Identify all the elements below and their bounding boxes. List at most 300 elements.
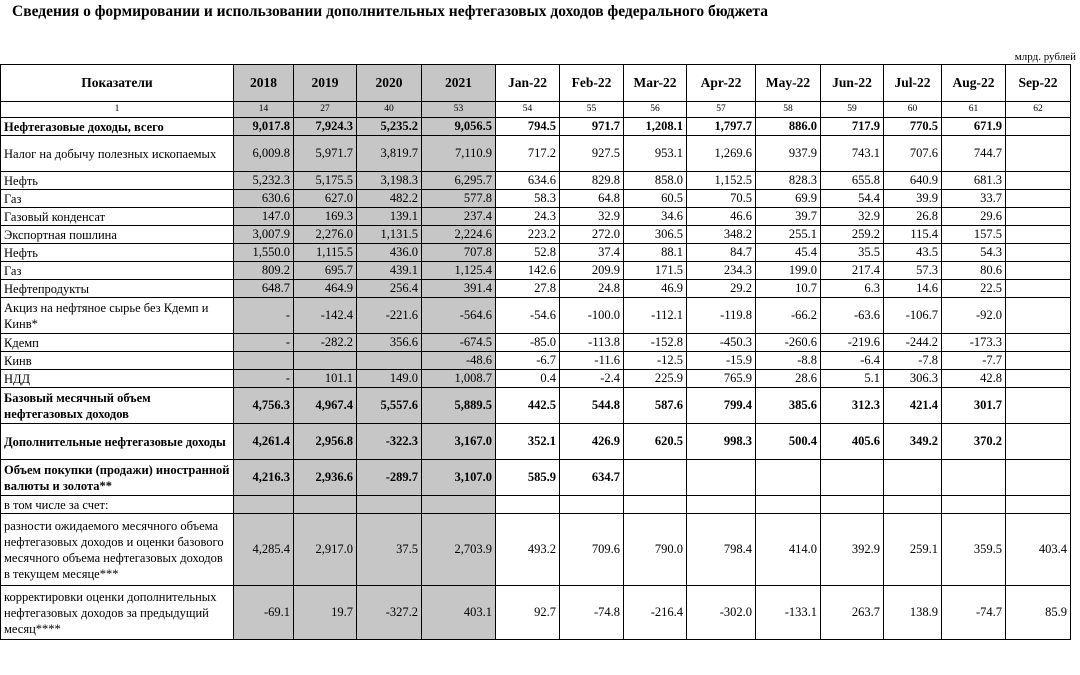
value-cell: 171.5 bbox=[624, 262, 687, 280]
row-label: Газ bbox=[1, 190, 234, 208]
column-header: Apr-22 bbox=[687, 65, 756, 102]
value-cell: 3,007.9 bbox=[234, 226, 294, 244]
value-cell bbox=[1006, 334, 1071, 352]
column-number: 54 bbox=[496, 102, 560, 118]
table-row bbox=[1, 190, 1071, 208]
value-cell: 349.2 bbox=[884, 424, 942, 460]
value-cell: 971.7 bbox=[560, 118, 624, 136]
value-cell bbox=[756, 496, 821, 514]
value-cell: 998.3 bbox=[687, 424, 756, 460]
value-cell: 681.3 bbox=[942, 172, 1006, 190]
value-cell: -6.7 bbox=[496, 352, 560, 370]
value-cell: -282.2 bbox=[294, 334, 357, 352]
value-cell: 439.1 bbox=[357, 262, 422, 280]
column-number: 56 bbox=[624, 102, 687, 118]
row-label: корректировки оценки дополнительных нефтегазовых доходов за предыдущий месяц**** bbox=[1, 586, 234, 640]
value-cell: 765.9 bbox=[687, 370, 756, 388]
value-cell: 352.1 bbox=[496, 424, 560, 460]
value-cell: -2.4 bbox=[560, 370, 624, 388]
value-cell: 27.8 bbox=[496, 280, 560, 298]
units-label: млрд. рублей bbox=[1014, 51, 1076, 63]
value-cell: 57.3 bbox=[884, 262, 942, 280]
row-label: Налог на добычу полезных ископаемых bbox=[1, 136, 234, 172]
value-cell bbox=[422, 496, 496, 514]
value-cell: 1,550.0 bbox=[234, 244, 294, 262]
value-cell: 3,198.3 bbox=[357, 172, 422, 190]
value-cell: 263.7 bbox=[821, 586, 884, 640]
value-cell: 2,276.0 bbox=[294, 226, 357, 244]
column-header: Mar-22 bbox=[624, 65, 687, 102]
value-cell: -15.9 bbox=[687, 352, 756, 370]
value-cell: 5,557.6 bbox=[357, 388, 422, 424]
value-cell: 142.6 bbox=[496, 262, 560, 280]
value-cell bbox=[884, 460, 942, 496]
value-cell: 1,115.5 bbox=[294, 244, 357, 262]
value-cell bbox=[560, 496, 624, 514]
column-number: 1 bbox=[1, 102, 234, 118]
value-cell: 58.3 bbox=[496, 190, 560, 208]
value-cell: 7,924.3 bbox=[294, 118, 357, 136]
value-cell: 5,889.5 bbox=[422, 388, 496, 424]
row-label: Нефтепродукты bbox=[1, 280, 234, 298]
value-cell: 1,797.7 bbox=[687, 118, 756, 136]
table-row bbox=[1, 334, 1071, 352]
value-cell: 442.5 bbox=[496, 388, 560, 424]
value-cell: 403.4 bbox=[1006, 514, 1071, 586]
value-cell: -113.8 bbox=[560, 334, 624, 352]
column-number: 27 bbox=[294, 102, 357, 118]
value-cell: - bbox=[234, 334, 294, 352]
value-cell: 9,056.5 bbox=[422, 118, 496, 136]
value-cell bbox=[1006, 460, 1071, 496]
value-cell: 32.9 bbox=[821, 208, 884, 226]
column-header: 2021 bbox=[422, 65, 496, 102]
value-cell bbox=[234, 496, 294, 514]
value-cell: 85.9 bbox=[1006, 586, 1071, 640]
value-cell bbox=[1006, 136, 1071, 172]
column-number: 40 bbox=[357, 102, 422, 118]
value-cell: 45.4 bbox=[756, 244, 821, 262]
column-header: Feb-22 bbox=[560, 65, 624, 102]
value-cell: 225.9 bbox=[624, 370, 687, 388]
value-cell bbox=[1006, 208, 1071, 226]
value-cell: -564.6 bbox=[422, 298, 496, 334]
column-number: 60 bbox=[884, 102, 942, 118]
value-cell: 138.9 bbox=[884, 586, 942, 640]
value-cell: 421.4 bbox=[884, 388, 942, 424]
value-cell bbox=[357, 352, 422, 370]
value-cell bbox=[357, 496, 422, 514]
value-cell: 301.7 bbox=[942, 388, 1006, 424]
value-cell: 403.1 bbox=[422, 586, 496, 640]
value-cell bbox=[1006, 118, 1071, 136]
value-cell: 798.4 bbox=[687, 514, 756, 586]
table-row bbox=[1, 136, 1071, 172]
table-row bbox=[1, 514, 1071, 586]
row-label: Нефтегазовые доходы, всего bbox=[1, 118, 234, 136]
value-cell bbox=[1006, 370, 1071, 388]
value-cell: 10.7 bbox=[756, 280, 821, 298]
value-cell: 39.7 bbox=[756, 208, 821, 226]
column-number: 53 bbox=[422, 102, 496, 118]
value-cell: 359.5 bbox=[942, 514, 1006, 586]
table-row bbox=[1, 244, 1071, 262]
value-cell: 29.2 bbox=[687, 280, 756, 298]
table-row bbox=[1, 370, 1071, 388]
value-cell: 157.5 bbox=[942, 226, 1006, 244]
value-cell: 14.6 bbox=[884, 280, 942, 298]
column-header: May-22 bbox=[756, 65, 821, 102]
value-cell: 634.6 bbox=[496, 172, 560, 190]
value-cell: 587.6 bbox=[624, 388, 687, 424]
table-row bbox=[1, 208, 1071, 226]
value-cell bbox=[234, 352, 294, 370]
row-label: Базовый месячный объем нефтегазовых доходов bbox=[1, 388, 234, 424]
value-cell: -133.1 bbox=[756, 586, 821, 640]
value-cell: 2,956.8 bbox=[294, 424, 357, 460]
value-cell: 46.6 bbox=[687, 208, 756, 226]
value-cell: 655.8 bbox=[821, 172, 884, 190]
value-cell: 630.6 bbox=[234, 190, 294, 208]
value-cell: 22.5 bbox=[942, 280, 1006, 298]
value-cell: 101.1 bbox=[294, 370, 357, 388]
row-label: Нефть bbox=[1, 244, 234, 262]
value-cell: 640.9 bbox=[884, 172, 942, 190]
value-cell: 24.8 bbox=[560, 280, 624, 298]
value-cell: -216.4 bbox=[624, 586, 687, 640]
value-cell bbox=[1006, 352, 1071, 370]
value-cell: 237.4 bbox=[422, 208, 496, 226]
column-number: 14 bbox=[234, 102, 294, 118]
value-cell bbox=[624, 496, 687, 514]
value-cell: -74.7 bbox=[942, 586, 1006, 640]
value-cell: -66.2 bbox=[756, 298, 821, 334]
value-cell: 3,167.0 bbox=[422, 424, 496, 460]
value-cell: 88.1 bbox=[624, 244, 687, 262]
value-cell: 392.9 bbox=[821, 514, 884, 586]
value-cell: 5.1 bbox=[821, 370, 884, 388]
value-cell: -674.5 bbox=[422, 334, 496, 352]
table-row bbox=[1, 280, 1071, 298]
value-cell: 1,152.5 bbox=[687, 172, 756, 190]
value-cell: -69.1 bbox=[234, 586, 294, 640]
value-cell: 147.0 bbox=[234, 208, 294, 226]
value-cell: -244.2 bbox=[884, 334, 942, 352]
value-cell: 634.7 bbox=[560, 460, 624, 496]
value-cell bbox=[687, 460, 756, 496]
value-cell: -260.6 bbox=[756, 334, 821, 352]
value-cell: 37.4 bbox=[560, 244, 624, 262]
value-cell: -322.3 bbox=[357, 424, 422, 460]
value-cell: - bbox=[234, 370, 294, 388]
value-cell bbox=[624, 460, 687, 496]
value-cell: 92.7 bbox=[496, 586, 560, 640]
value-cell: 5,175.5 bbox=[294, 172, 357, 190]
table-row bbox=[1, 496, 1071, 514]
column-header: Jul-22 bbox=[884, 65, 942, 102]
data-table bbox=[0, 64, 1071, 640]
column-header: Jun-22 bbox=[821, 65, 884, 102]
value-cell: 770.5 bbox=[884, 118, 942, 136]
value-cell: 717.9 bbox=[821, 118, 884, 136]
value-cell: 54.3 bbox=[942, 244, 1006, 262]
value-cell: 794.5 bbox=[496, 118, 560, 136]
value-cell: 35.5 bbox=[821, 244, 884, 262]
value-cell: 391.4 bbox=[422, 280, 496, 298]
value-cell: 69.9 bbox=[756, 190, 821, 208]
value-cell: 2,703.9 bbox=[422, 514, 496, 586]
value-cell: 255.1 bbox=[756, 226, 821, 244]
value-cell: 4,285.4 bbox=[234, 514, 294, 586]
row-label: Дополнительные нефтегазовые доходы bbox=[1, 424, 234, 460]
value-cell: 37.5 bbox=[357, 514, 422, 586]
value-cell: -74.8 bbox=[560, 586, 624, 640]
column-number: 58 bbox=[756, 102, 821, 118]
value-cell: 953.1 bbox=[624, 136, 687, 172]
value-cell: -54.6 bbox=[496, 298, 560, 334]
value-cell: 9,017.8 bbox=[234, 118, 294, 136]
table-row bbox=[1, 298, 1071, 334]
value-cell: -142.4 bbox=[294, 298, 357, 334]
column-header: Sep-22 bbox=[1006, 65, 1071, 102]
table-row bbox=[1, 172, 1071, 190]
value-cell: -106.7 bbox=[884, 298, 942, 334]
value-cell: 54.4 bbox=[821, 190, 884, 208]
value-cell: 209.9 bbox=[560, 262, 624, 280]
row-label: в том числе за счет: bbox=[1, 496, 234, 514]
value-cell: -6.4 bbox=[821, 352, 884, 370]
row-label: Объем покупки (продажи) иностранной валюты и золота** bbox=[1, 460, 234, 496]
value-cell: 648.7 bbox=[234, 280, 294, 298]
column-number: 62 bbox=[1006, 102, 1071, 118]
table-row bbox=[1, 118, 1071, 136]
table-row bbox=[1, 460, 1071, 496]
value-cell: 1,008.7 bbox=[422, 370, 496, 388]
value-cell: 169.3 bbox=[294, 208, 357, 226]
value-cell bbox=[1006, 388, 1071, 424]
value-cell: 927.5 bbox=[560, 136, 624, 172]
value-cell: -92.0 bbox=[942, 298, 1006, 334]
value-cell: 64.8 bbox=[560, 190, 624, 208]
value-cell bbox=[1006, 172, 1071, 190]
value-cell: 577.8 bbox=[422, 190, 496, 208]
value-cell bbox=[1006, 496, 1071, 514]
value-cell bbox=[821, 496, 884, 514]
value-cell: 436.0 bbox=[357, 244, 422, 262]
value-cell bbox=[942, 496, 1006, 514]
column-header: Jan-22 bbox=[496, 65, 560, 102]
value-cell: 500.4 bbox=[756, 424, 821, 460]
value-cell: -173.3 bbox=[942, 334, 1006, 352]
value-cell: 717.2 bbox=[496, 136, 560, 172]
value-cell: 24.3 bbox=[496, 208, 560, 226]
value-cell: 234.3 bbox=[687, 262, 756, 280]
value-cell: -450.3 bbox=[687, 334, 756, 352]
column-header: 2020 bbox=[357, 65, 422, 102]
value-cell: -327.2 bbox=[357, 586, 422, 640]
value-cell: 1,269.6 bbox=[687, 136, 756, 172]
value-cell: -152.8 bbox=[624, 334, 687, 352]
value-cell: 809.2 bbox=[234, 262, 294, 280]
value-cell: 695.7 bbox=[294, 262, 357, 280]
value-cell: 544.8 bbox=[560, 388, 624, 424]
value-cell: 42.8 bbox=[942, 370, 1006, 388]
value-cell bbox=[1006, 298, 1071, 334]
table-row bbox=[1, 586, 1071, 640]
value-cell: 828.3 bbox=[756, 172, 821, 190]
value-cell: 627.0 bbox=[294, 190, 357, 208]
value-cell: 60.5 bbox=[624, 190, 687, 208]
value-cell: - bbox=[234, 298, 294, 334]
value-cell bbox=[1006, 280, 1071, 298]
value-cell: 3,107.0 bbox=[422, 460, 496, 496]
value-cell: 26.8 bbox=[884, 208, 942, 226]
value-cell: 370.2 bbox=[942, 424, 1006, 460]
header-row bbox=[1, 65, 1071, 102]
value-cell: -8.8 bbox=[756, 352, 821, 370]
value-cell: 829.8 bbox=[560, 172, 624, 190]
value-cell: 1,131.5 bbox=[357, 226, 422, 244]
column-header: 2018 bbox=[234, 65, 294, 102]
table-row bbox=[1, 424, 1071, 460]
page-title: Сведения о формировании и использовании дополнительных нефтегазовых доходов федерального бюджета bbox=[12, 3, 768, 20]
row-label: Кдемп bbox=[1, 334, 234, 352]
row-label: Акциз на нефтяное сырье без Кдемп и Кинв* bbox=[1, 298, 234, 334]
value-cell: 1,125.4 bbox=[422, 262, 496, 280]
value-cell: 348.2 bbox=[687, 226, 756, 244]
value-cell: 464.9 bbox=[294, 280, 357, 298]
table-row bbox=[1, 352, 1071, 370]
row-label: Экспортная пошлина bbox=[1, 226, 234, 244]
value-cell bbox=[821, 460, 884, 496]
value-cell: 306.3 bbox=[884, 370, 942, 388]
value-cell: 414.0 bbox=[756, 514, 821, 586]
value-cell: 5,235.2 bbox=[357, 118, 422, 136]
value-cell: 0.4 bbox=[496, 370, 560, 388]
value-cell: 39.9 bbox=[884, 190, 942, 208]
value-cell: 743.1 bbox=[821, 136, 884, 172]
row-label: разности ожидаемого месячного объема нефтегазовых доходов и оценки базового месячного объема нефтегазовых доходов в текущем месяце*** bbox=[1, 514, 234, 586]
table-row bbox=[1, 388, 1071, 424]
value-cell: 671.9 bbox=[942, 118, 1006, 136]
value-cell: 29.6 bbox=[942, 208, 1006, 226]
value-cell: 139.1 bbox=[357, 208, 422, 226]
value-cell: 620.5 bbox=[624, 424, 687, 460]
header-label: Показатели bbox=[1, 65, 234, 102]
value-cell: 217.4 bbox=[821, 262, 884, 280]
value-cell: 1,208.1 bbox=[624, 118, 687, 136]
value-cell: 493.2 bbox=[496, 514, 560, 586]
value-cell: 84.7 bbox=[687, 244, 756, 262]
value-cell: 259.2 bbox=[821, 226, 884, 244]
column-number: 59 bbox=[821, 102, 884, 118]
value-cell: 356.6 bbox=[357, 334, 422, 352]
value-cell: 28.6 bbox=[756, 370, 821, 388]
value-cell: 858.0 bbox=[624, 172, 687, 190]
value-cell: -100.0 bbox=[560, 298, 624, 334]
value-cell bbox=[756, 460, 821, 496]
value-cell: 7,110.9 bbox=[422, 136, 496, 172]
value-cell: -7.8 bbox=[884, 352, 942, 370]
table-row bbox=[1, 262, 1071, 280]
value-cell: -219.6 bbox=[821, 334, 884, 352]
value-cell: 4,216.3 bbox=[234, 460, 294, 496]
value-cell bbox=[1006, 262, 1071, 280]
value-cell: 405.6 bbox=[821, 424, 884, 460]
value-cell: -12.5 bbox=[624, 352, 687, 370]
value-cell: 259.1 bbox=[884, 514, 942, 586]
value-cell: 2,224.6 bbox=[422, 226, 496, 244]
value-cell: -85.0 bbox=[496, 334, 560, 352]
value-cell: 115.4 bbox=[884, 226, 942, 244]
value-cell: 4,756.3 bbox=[234, 388, 294, 424]
value-cell: 4,967.4 bbox=[294, 388, 357, 424]
value-cell: 33.7 bbox=[942, 190, 1006, 208]
value-cell bbox=[884, 496, 942, 514]
value-cell: 937.9 bbox=[756, 136, 821, 172]
value-cell bbox=[687, 496, 756, 514]
value-cell: 799.4 bbox=[687, 388, 756, 424]
value-cell: 34.6 bbox=[624, 208, 687, 226]
value-cell bbox=[496, 496, 560, 514]
value-cell: 4,261.4 bbox=[234, 424, 294, 460]
value-cell: 6,295.7 bbox=[422, 172, 496, 190]
value-cell bbox=[294, 496, 357, 514]
row-label: Кинв bbox=[1, 352, 234, 370]
value-cell: 46.9 bbox=[624, 280, 687, 298]
value-cell: -289.7 bbox=[357, 460, 422, 496]
value-cell: 426.9 bbox=[560, 424, 624, 460]
row-label: Газовый конденсат bbox=[1, 208, 234, 226]
row-label: Газ bbox=[1, 262, 234, 280]
value-cell: 272.0 bbox=[560, 226, 624, 244]
value-cell bbox=[942, 460, 1006, 496]
value-cell: -221.6 bbox=[357, 298, 422, 334]
value-cell: -7.7 bbox=[942, 352, 1006, 370]
value-cell bbox=[1006, 424, 1071, 460]
value-cell: 5,232.3 bbox=[234, 172, 294, 190]
value-cell: 312.3 bbox=[821, 388, 884, 424]
value-cell: 709.6 bbox=[560, 514, 624, 586]
value-cell: 2,917.0 bbox=[294, 514, 357, 586]
value-cell: -112.1 bbox=[624, 298, 687, 334]
row-label: Нефть bbox=[1, 172, 234, 190]
value-cell: 149.0 bbox=[357, 370, 422, 388]
value-cell bbox=[294, 352, 357, 370]
value-cell bbox=[1006, 190, 1071, 208]
value-cell: 6.3 bbox=[821, 280, 884, 298]
value-cell: -119.8 bbox=[687, 298, 756, 334]
value-cell: -48.6 bbox=[422, 352, 496, 370]
value-cell: 70.5 bbox=[687, 190, 756, 208]
value-cell: 6,009.8 bbox=[234, 136, 294, 172]
value-cell: 2,936.6 bbox=[294, 460, 357, 496]
value-cell bbox=[1006, 226, 1071, 244]
column-header: Aug-22 bbox=[942, 65, 1006, 102]
value-cell: 744.7 bbox=[942, 136, 1006, 172]
value-cell: 80.6 bbox=[942, 262, 1006, 280]
value-cell: -63.6 bbox=[821, 298, 884, 334]
value-cell: 223.2 bbox=[496, 226, 560, 244]
value-cell: 52.8 bbox=[496, 244, 560, 262]
value-cell: 19.7 bbox=[294, 586, 357, 640]
value-cell: 707.6 bbox=[884, 136, 942, 172]
value-cell: 256.4 bbox=[357, 280, 422, 298]
value-cell: 32.9 bbox=[560, 208, 624, 226]
value-cell: -302.0 bbox=[687, 586, 756, 640]
column-number: 55 bbox=[560, 102, 624, 118]
value-cell: 3,819.7 bbox=[357, 136, 422, 172]
